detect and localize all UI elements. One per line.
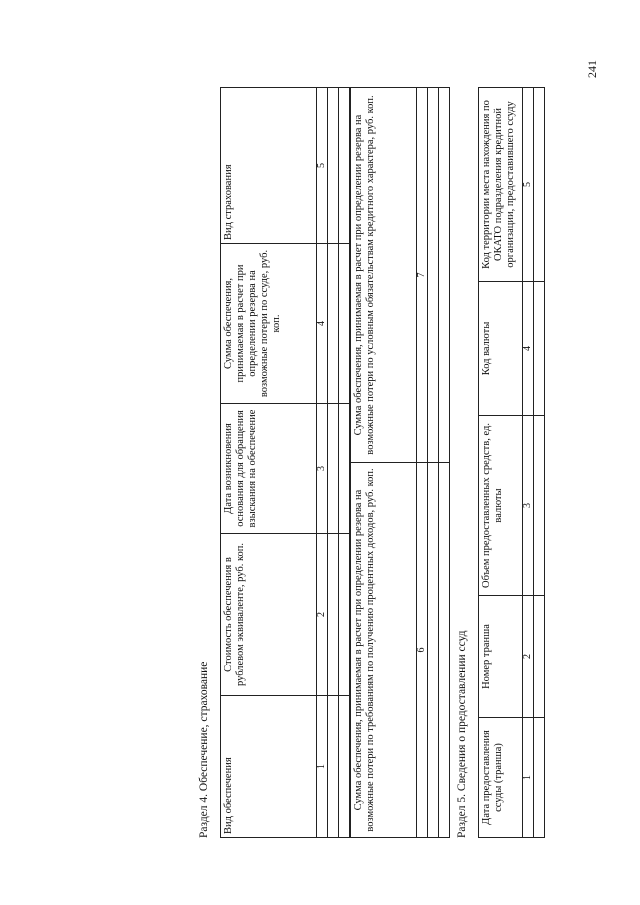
column-number: 2 [317,534,328,696]
empty-cell [534,282,545,416]
empty-cell [328,88,339,244]
header-security-amount-contingent: Сумма обеспечения, принимаемая в расчет при определении резерва на возможные потери по условным обязательствам кредитного характера, руб. коп. [351,88,417,463]
column-number: 3 [523,416,534,596]
empty-cell [534,88,545,282]
column-number: 5 [523,88,534,282]
section-4-title: Раздел 4. Обеспечение, страхование [198,661,210,838]
column-number: 4 [317,244,328,404]
header-currency-code: Код валюты [479,282,523,416]
empty-cell [328,696,339,838]
column-number: 2 [523,596,534,718]
header-okato-code: Код территории места нахождения по ОКАТО подразделения кредитной организации, предоставившего ссуду [479,88,523,282]
empty-cell [339,696,350,838]
column-number: 1 [317,696,328,838]
empty-cell [328,244,339,404]
page-number: 241 [585,60,599,78]
loans-table [478,87,545,838]
header-security-type: Вид обеспечения [221,696,317,838]
security-table-2 [350,87,450,838]
empty-cell [339,88,350,244]
header-enforcement-date: Дата возникновения основания для обращения взыскания на обеспечение [221,404,317,534]
empty-cell [328,404,339,534]
empty-cell [534,416,545,596]
empty-cell [328,534,339,696]
header-security-amount-interest: Сумма обеспечения, принимаемая в расчет при определении резерва на возможные потери по требованиям по получению процентных доходов, руб. коп. [351,463,417,838]
header-tranche-number: Номер транша [479,596,523,718]
security-table [220,87,350,838]
column-number: 6 [417,463,428,838]
empty-cell [339,534,350,696]
header-loan-date: Дата предоставления ссуды (транша) [479,718,523,838]
empty-cell [534,596,545,718]
header-funds-volume: Объем предоставленных средств, ед. валюты [479,416,523,596]
empty-cell [534,718,545,838]
header-insurance-type: Вид страхования [221,88,317,244]
column-number: 1 [523,718,534,838]
column-number: 3 [317,404,328,534]
column-number: 4 [523,282,534,416]
empty-cell [428,88,439,463]
empty-cell [428,463,439,838]
column-number: 5 [317,88,328,244]
header-security-value: Стоимость обеспечения в рублевом эквиваленте, руб. коп. [221,534,317,696]
empty-cell [339,404,350,534]
empty-cell [439,463,450,838]
header-security-amount-loan: Сумма обеспечения, принимаемая в расчет при определении резерва на возможные потери по ссуде, руб. коп. [221,244,317,404]
column-number: 7 [417,88,428,463]
empty-cell [439,88,450,463]
rotated-content [198,68,558,838]
section-5-title: Раздел 5. Сведения о предоставлении ссуд [456,630,468,838]
empty-cell [339,244,350,404]
